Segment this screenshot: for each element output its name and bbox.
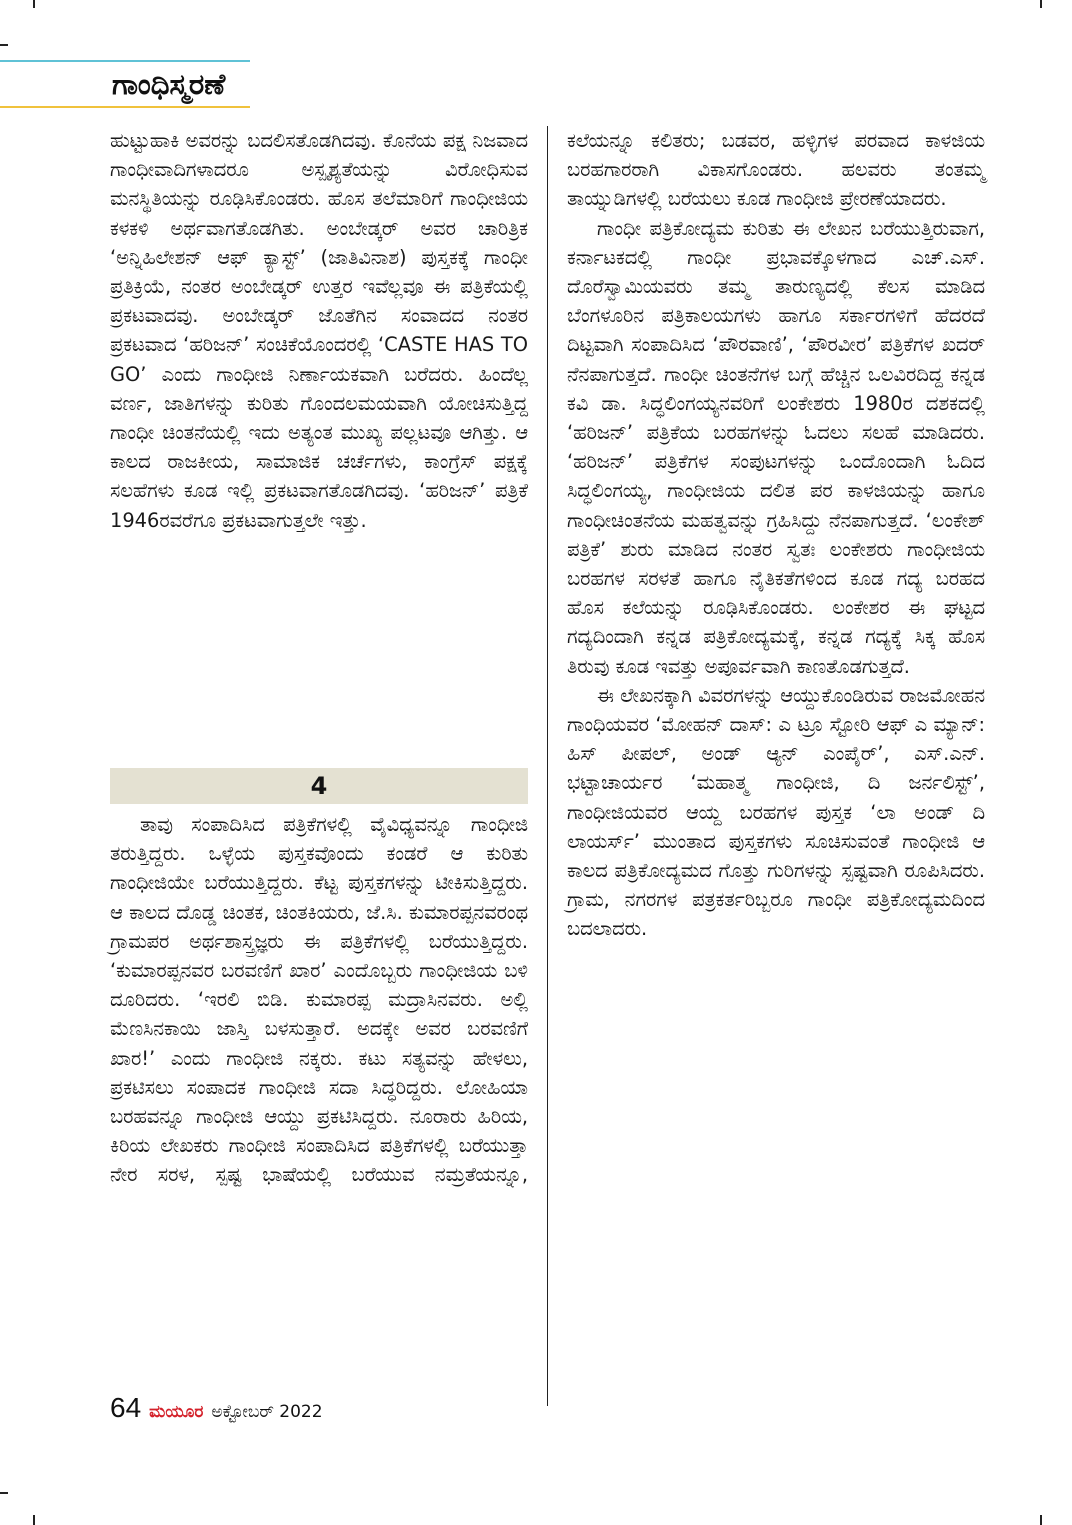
crop-mark (33, 1515, 35, 1525)
section-number: 4 (310, 772, 328, 800)
magazine-brand: ಮಯೂರ (149, 1402, 204, 1422)
right-paragraph-2: ಗಾಂಧೀ ಪತ್ರಿಕೋದ್ಯಮ ಕುರಿತು ಈ ಲೇಖನ ಬರೆಯುತ್ತಿರುವಾಗ, ಕರ್ನಾಟಕದಲ್ಲಿ ಗಾಂಧೀ ಪ್ರಭಾವಕ್ಕೊಳಗಾದ ಎಚ್.ಎಸ್. ದೊರೆಸ್ವಾಮಿಯವರು ತಮ್ಮ ತಾರುಣ್ಯದಲ್ಲಿ ಕೆಲಸ ಮಾಡಿದ ಬೆಂಗಳೂರಿನ ಪತ್ರಿಕಾಲಯಗಳು ಹಾಗೂ ಸರ್ಕಾರಗಳಿಗೆ ಹೆದರದೆ ದಿಟ್ಟವಾಗಿ ಸಂಪಾದಿಸಿದ ‘ಪೌರವಾಣಿ’, ‘ಪೌರವೀರ’ ಪತ್ರಿಕೆಗಳ ಖದರ್ ನೆನಪಾಗುತ್ತದೆ. ಗಾಂಧೀ ಚಿಂತನೆಗಳ ಬಗ್ಗೆ ಹೆಚ್ಚಿನ ಒಲವಿರದಿದ್ದ ಕನ್ನಡ ಕವಿ ಡಾ. ಸಿದ್ಧಲಿಂಗಯ್ಯನವರಿಗೆ ಲಂಕೇಶರು 1980ರ ದಶಕದಲ್ಲಿ ‘ಹರಿಜನ್’ ಪತ್ರಿಕೆಯ ಬರಹಗಳನ್ನು ಓದಲು ಸಲಹೆ ಮಾಡಿದರು. ‘ಹರಿಜನ್’ ಪತ್ರಿಕೆಗಳ ಸಂಪುಟಗಳನ್ನು ಒಂದೊಂದಾಗಿ ಓದಿದ ಸಿದ್ಧಲಿಂಗಯ್ಯ, ಗಾಂಧೀಜಿಯ ದಲಿತ ಪರ ಕಾಳಜಿಯನ್ನು ಹಾಗೂ ಗಾಂಧೀಚಿಂತನೆಯ ಮಹತ್ವವನ್ನು ಗ್ರಹಿಸಿದ್ದು ನೆನಪಾಗುತ್ತದೆ. ‘ಲಂಕೇಶ್ ಪತ್ರಿಕೆ’ ಶುರು ಮಾಡಿದ ನಂತರ ಸ್ವತಃ ಲಂಕೇಶರು ಗಾಂಧೀಜಿಯ ಬರಹಗಳ ಸರಳತೆ ಹಾಗೂ ನೈತಿಕತೆಗಳಿಂದ ಕೂಡ ಗದ್ಯ ಬರಹದ ಹೊಸ ಕಲೆಯನ್ನು ರೂಢಿಸಿಕೊಂಡರು. ಲಂಕೇಶರ ಈ ಘಟ್ಟದ ಗದ್ಯದಿಂದಾಗಿ ಕನ್ನಡ ಪತ್ರಿಕೋದ್ಯಮಕ್ಕೆ, ಕನ್ನಡ ಗದ್ಯಕ್ಕೆ ಸಿಕ್ಕ ಹೊಸ ತಿರುವು ಕೂಡ ಇವತ್ತು ಅಪೂರ್ವವಾಗಿ ಕಾಣತೊಡಗುತ್ತದೆ. (567, 216, 985, 678)
left-section-paragraph-1: ತಾವು ಸಂಪಾದಿಸಿದ ಪತ್ರಿಕೆಗಳಲ್ಲಿ ವೈವಿಧ್ಯವನ್ನೂ ಗಾಂಧೀಜಿ ತರುತ್ತಿದ್ದರು. ಒಳ್ಳೆಯ ಪುಸ್ತಕವೊಂದು ಕಂಡರೆ ಆ ಕುರಿತು ಗಾಂಧೀಜಿಯೇ ಬರೆಯುತ್ತಿದ್ದರು. ಕೆಟ್ಟ ಪುಸ್ತಕಗಳನ್ನು ಟೀಕಿಸುತ್ತಿದ್ದರು. ಆ ಕಾಲದ ದೊಡ್ಡ ಚಿಂತಕ, ಚಿಂತಕಿಯರು, ಜೆ.ಸಿ. ಕುಮಾರಪ್ಪನವರಂಥ ಗ್ರಾಮಪರ ಅರ್ಥಶಾಸ್ತ್ರಜ್ಞರು ಈ ಪತ್ರಿಕೆಗಳಲ್ಲಿ ಬರೆಯುತ್ತಿದ್ದರು. ‘ಕುಮಾರಪ್ಪನವರ ಬರವಣಿಗೆ ಖಾರ’ ಎಂದೊಬ್ಬರು ಗಾಂಧೀಜಿಯ ಬಳಿ ದೂರಿದರು. ‘ಇರಲಿ ಬಿಡಿ. ಕುಮಾರಪ್ಪ ಮದ್ರಾಸಿನವರು. ಅಲ್ಲಿ ಮೆಣಸಿನಕಾಯಿ ಜಾಸ್ತಿ ಬಳಸುತ್ತಾರೆ. ಅದಕ್ಕೇ ಅವರ ಬರವಣಿಗೆ ಖಾರ!’ ಎಂದು ಗಾಂಧೀಜಿ ನಕ್ಕರು. ಕಟು ಸತ್ಯವನ್ನು ಹೇಳಲು, ಪ್ರಕಟಿಸಲು ಸಂಪಾದಕ ಗಾಂಧೀಜಿ ಸದಾ ಸಿದ್ಧರಿದ್ದರು. ಲೋಹಿಯಾ ಬರಹವನ್ನೂ ಗಾಂಧೀಜಿ ಆಯ್ದು ಪ್ರಕಟಿಸಿದ್ದರು. ನೂರಾರು ಹಿರಿಯ, ಕಿರಿಯ ಲೇಖಕರು ಗಾಂಧೀಜಿ ಸಂಪಾದಿಸಿದ ಪತ್ರಿಕೆಗಳಲ್ಲಿ ಬರೆಯುತ್ತಾ ನೇರ ಸರಳ, ಸ್ಪಷ್ಟ ಭಾಷೆಯಲ್ಲಿ ಬರೆಯುವ ನಮ್ರತೆಯನ್ನೂ, (110, 813, 528, 1187)
left-column (110, 126, 528, 535)
page-footer (110, 1392, 323, 1432)
left-column-section-4 (110, 810, 528, 1190)
crop-mark (0, 1492, 8, 1494)
header-rule-bottom (0, 106, 250, 108)
left-paragraph-1: ಹುಟ್ಟುಹಾಕಿ ಅವರನ್ನು ಬದಲಿಸತೊಡಗಿದವು. ಕೊನೆಯ ಪಕ್ಷ ನಿಜವಾದ ಗಾಂಧೀವಾದಿಗಳಾದರೂ ಅಸ್ಪೃಶ್ಯತೆಯನ್ನು ವಿರೋಧಿಸುವ ಮನಸ್ಥಿತಿಯನ್ನು ರೂಢಿಸಿಕೊಂಡರು. ಹೊಸ ತಲೆಮಾರಿಗೆ ಗಾಂಧೀಜಿಯ ಕಳಕಳಿ ಅರ್ಥವಾಗತೊಡಗಿತು. ಅಂಬೇಡ್ಕರ್ ಅವರ ಚಾರಿತ್ರಿಕ ‘ಅನ್ನಿಹಿಲೇಶನ್ ಆಫ್ ಕ್ಯಾಸ್ಟ್’ (ಜಾತಿವಿನಾಶ) ಪುಸ್ತಕಕ್ಕೆ ಗಾಂಧೀ ಪ್ರತಿಕ್ರಿಯೆ, ನಂತರ ಅಂಬೇಡ್ಕರ್ ಉತ್ತರ ಇವೆಲ್ಲವೂ ಈ ಪತ್ರಿಕೆಯಲ್ಲಿ ಪ್ರಕಟವಾದವು. ಅಂಬೇಡ್ಕರ್ ಜೊತೆಗಿನ ಸಂವಾದದ ನಂತರ ಪ್ರಕಟವಾದ ‘ಹರಿಜನ್’ ಸಂಚಿಕೆಯೊಂದರಲ್ಲಿ ‘CASTE HAS TO GO’ ಎಂದು ಗಾಂಧೀಜಿ ನಿರ್ಣಾಯಕವಾಗಿ ಬರೆದರು. ಹಿಂದೆಲ್ಲ ವರ್ಣ, ಜಾತಿಗಳನ್ನು ಕುರಿತು ಗೊಂದಲಮಯವಾಗಿ ಯೋಚಿಸುತ್ತಿದ್ದ ಗಾಂಧೀ ಚಿಂತನೆಯಲ್ಲಿ ಇದು ಅತ್ಯಂತ ಮುಖ್ಯ ಪಲ್ಲಟವೂ ಆಗಿತ್ತು. ಆ ಕಾಲದ ರಾಜಕೀಯ, ಸಾಮಾಜಿಕ ಚರ್ಚೆಗಳು, ಕಾಂಗ್ರೆಸ್ ಪಕ್ಷಕ್ಕೆ ಸಲಹೆಗಳು ಕೂಡ ಇಲ್ಲಿ ಪ್ರಕಟವಾಗತೊಡಗಿದವು. ‘ಹರಿಜನ್’ ಪತ್ರಿಕೆ 1946ರವರೆಗೂ ಪ್ರಕಟವಾಗುತ್ತಲೇ ಇತ್ತು. (110, 129, 528, 532)
crop-mark (1040, 0, 1042, 8)
page-number: 64 (110, 1392, 142, 1423)
right-paragraph-3: ಈ ಲೇಖನಕ್ಕಾಗಿ ವಿವರಗಳನ್ನು ಆಯ್ದುಕೊಂಡಿರುವ ರಾಜಮೋಹನ ಗಾಂಧಿಯವರ ‘ಮೋಹನ್ ದಾಸ್: ಎ ಟ್ರೂ ಸ್ಟೋರಿ ಆಫ್ ಎ ಮ್ಯಾನ್: ಹಿಸ್ ಪೀಪಲ್, ಅಂಡ್ ಆ್ಯನ್ ಎಂಪೈರ್’, ಎಸ್.ಎನ್. ಭಟ್ಟಾಚಾರ್ಯರ ‘ಮಹಾತ್ಮ ಗಾಂಧೀಜಿ, ದಿ ಜರ್ನಲಿಸ್ಟ್’, ಗಾಂಧೀಜಿಯವರ ಆಯ್ದ ಬರಹಗಳ ಪುಸ್ತಕ ‘ಲಾ ಅಂಡ್ ದಿ ಲಾಯರ್ಸ್’ ಮುಂತಾದ ಪುಸ್ತಕಗಳು ಸೂಚಿಸುವಂತೆ ಗಾಂಧೀಜಿ ಆ ಕಾಲದ ಪತ್ರಿಕೋದ್ಯಮದ ಗೊತ್ತು ಗುರಿಗಳನ್ನು ಸ್ಪಷ್ಟವಾಗಿ ರೂಪಿಸಿದರು. ಗ್ರಾಮ, ನಗರಗಳ ಪತ್ರಕರ್ತರಿಬ್ಬರೂ ಗಾಂಧೀ ಪತ್ರಿಕೋದ್ಯಮದಿಂದ ಬದಲಾದರು. (567, 683, 985, 941)
column-divider (547, 126, 548, 1406)
crop-mark (33, 0, 35, 8)
issue-date: ಅಕ್ಟೋಬರ್ 2022 (211, 1402, 323, 1422)
crop-mark (1040, 1515, 1042, 1525)
right-column (567, 126, 985, 944)
section-number-box (110, 768, 528, 804)
right-paragraph-1: ಕಲೆಯನ್ನೂ ಕಲಿತರು; ಬಡವರ, ಹಳ್ಳಿಗಳ ಪರವಾದ ಕಾಳಜಿಯ ಬರಹಗಾರರಾಗಿ ವಿಕಾಸಗೊಂಡರು. ಹಲವರು ತಂತಮ್ಮ ತಾಯ್ನುಡಿಗಳಲ್ಲಿ ಬರೆಯಲು ಕೂಡ ಗಾಂಧೀಜಿ ಪ್ರೇರಣೆಯಾದರು. (567, 129, 985, 211)
header-rule-top (0, 60, 250, 62)
crop-mark (0, 44, 8, 46)
section-title: ಗಾಂಧಿಸ್ಮರಣೆ (112, 67, 226, 101)
